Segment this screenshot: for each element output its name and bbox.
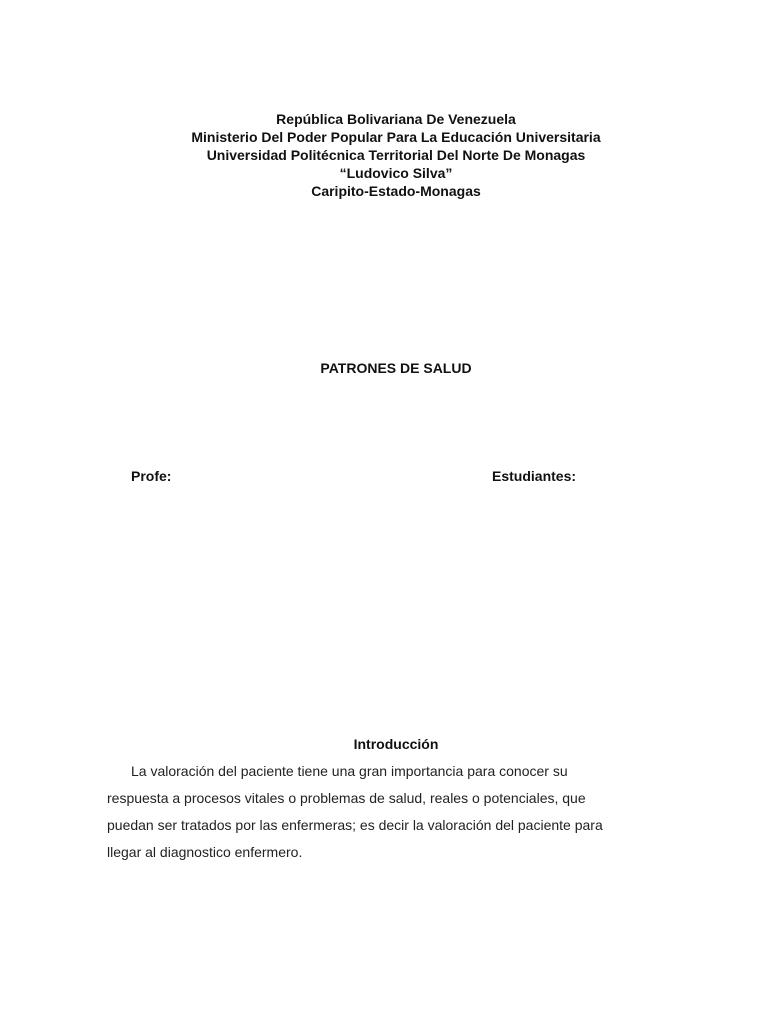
header-country: República Bolivariana De Venezuela	[276, 111, 516, 127]
paragraph-line: llegar al diagnostico enfermero.	[107, 844, 303, 860]
header-location: Caripito-Estado-Monagas	[311, 183, 481, 199]
paragraph-line: respuesta a procesos vitales o problemas de salud, reales o potenciales, que	[107, 790, 586, 806]
paragraph-line: La valoración del paciente tiene una gran importancia para conocer su	[131, 763, 568, 779]
estudiantes-label: Estudiantes:	[492, 468, 577, 484]
paragraph-line: puedan ser tratados por las enfermeras; es decir la valoración del paciente para	[107, 817, 603, 833]
header-ministry: Ministerio Del Poder Popular Para La Educación Universitaria	[191, 129, 601, 145]
document-title: PATRONES DE SALUD	[320, 360, 472, 376]
institution-header	[0, 110, 768, 200]
introduction-paragraph	[107, 758, 667, 866]
header-university-name: “Ludovico Silva”	[339, 165, 453, 181]
introduction-heading: Introducción	[353, 736, 439, 752]
profe-label: Profe:	[131, 468, 172, 484]
header-university: Universidad Politécnica Territorial Del Norte De Monagas	[206, 147, 586, 163]
